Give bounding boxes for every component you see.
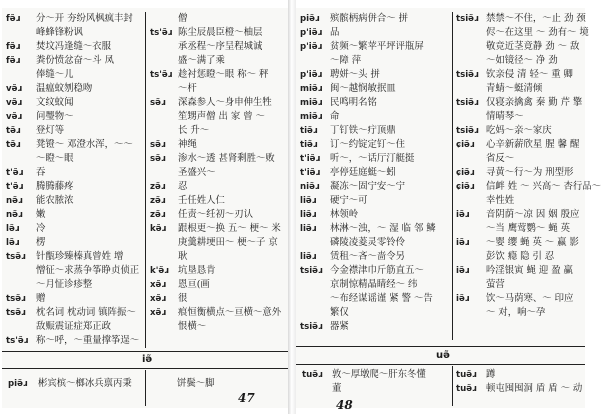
definition: 承丞程～序呈程城诚 [178,41,263,52]
definition: 很 [178,293,188,304]
dictionary-entry [300,26,450,40]
pronunciation: tsiə̃ɹ [456,126,479,136]
pronunciation: tə̃ɹ [6,140,21,150]
pronunciation: lə̃ɹ [6,224,20,234]
dictionary-entry [6,278,146,292]
dictionary-entry [456,236,584,250]
dictionary-entry [150,152,286,166]
definition: 音阴荫～凉 因 姻 殷应 [486,209,580,220]
dictionary-entry [150,166,286,180]
dictionary-entry [150,26,286,40]
definition: 聘姘～头 拼 [330,69,380,80]
pronunciation: zə̃ɹ [150,182,166,192]
dictionary-entry [150,264,286,278]
definition: 忍 [178,181,188,192]
pronunciation: p'iə̃ɹ [300,70,323,80]
column-divider [145,370,146,406]
definition: 幸性姓 [486,195,515,206]
column-divider [452,12,453,340]
pronunciation: miə̃ɹ [300,98,323,108]
definition: 闽～越悯敏抿皿 [330,83,396,94]
dictionary-entry [150,236,286,250]
dictionary-entry [456,292,584,306]
pronunciation: liə̃ɹ [300,210,317,220]
pronunciation: tsiə̃ɹ [456,98,479,108]
dictionary-entry [456,264,584,278]
definition: 文纹蚊闻 [36,97,74,108]
definition: 今金襟津巾斤筋直五～ [330,265,424,276]
definition: 俸缝～儿 [36,69,74,80]
pronunciation: tsə̃ɹ [6,308,26,318]
dictionary-entry [150,180,286,194]
dictionary-entry [300,208,450,222]
dictionary-entry [6,124,146,138]
dictionary-entry [300,236,450,250]
pronunciation: tiə̃ɹ [300,140,318,150]
dictionary-entry [150,138,286,152]
dictionary-entry [456,166,584,180]
pronunciation: tiə̃ɹ [300,126,318,136]
definition: 硬宁～可 [330,195,368,206]
dictionary-entry [150,278,286,292]
definition: 寻黄～行～为 刑型形 [486,167,574,178]
dictionary-entry [6,138,146,152]
dictionary-entry [300,292,450,306]
pronunciation: miə̃ɹ [300,84,323,94]
section-rule [296,346,585,347]
definition: 焚坟冯逢缝～衣服 [36,41,112,52]
definition: ～布经谋谣谨 紧 警 ～告 [330,293,433,304]
definition: 饼鬓～脚 [177,378,215,389]
definition: 饮～马荫寒、～ 印应 [486,293,574,304]
section-heading: iə̃ [142,354,153,365]
pronunciation: t'iə̃ɹ [300,154,321,164]
dictionary-entry [300,124,450,138]
definition: 殡髌柄病併合～ 拼 [330,13,408,24]
dictionary-entry [6,110,146,124]
dictionary-entry [456,68,584,82]
definition: 心辛新薪欣星 腥 馨 醒 [486,139,580,150]
left-page [2,8,288,408]
pronunciation: niə̃ɹ [300,182,320,192]
dictionary-entry [300,68,450,82]
definition: 针甑珍臻榛真曾姓 增 [36,251,124,262]
dictionary-entry [300,222,450,236]
dictionary-entry [150,68,286,82]
definition: 京制惊精晶睛经～ 纬 [330,279,418,290]
dictionary-entry [300,110,450,124]
pronunciation: liə̃ɹ [300,252,317,262]
pronunciation: ɕiə̃ɹ [456,168,475,178]
dictionary-entry [456,54,584,68]
pronunciation: tsiə̃ɹ [456,70,479,80]
dictionary-entry [6,40,146,54]
definition: 订～约锭定钉～住 [330,139,406,150]
definition: 笙甥声僧 出 家 曾 ～ [178,111,265,122]
pronunciation: iə̃ɹ [456,210,470,220]
bottom-entry [456,382,582,396]
dictionary-entry [300,250,450,264]
definition: 器紧 [330,321,349,332]
bottom-entry-continued [332,382,341,396]
pronunciation: iə̃ɹ [456,266,470,276]
dictionary-entry [150,208,286,222]
definition: 跟根更～换 五～ 梗～ 米 [178,223,281,234]
pronunciation: kə̃ɹ [150,224,167,234]
pronunciation: nə̃ɹ [6,196,23,206]
definition: 恩亘(画 [178,279,210,290]
page-number: 48 [336,398,353,412]
definition: 禁禁～不住，～止 劲 颈 [486,13,586,24]
dictionary-entry [6,68,146,82]
dictionary-entry [300,138,450,152]
definition: 盛～满了乘 [178,55,225,66]
pronunciation: tsiə̃ɹ [300,266,323,276]
dictionary-entry [300,306,450,320]
dictionary-entry [300,264,450,278]
right-page-column-2 [456,12,601,320]
definition: ～杆 [178,83,197,94]
bottom-entry [456,368,582,382]
definition: 磷陵凌菱灵零铃伶 [330,237,406,248]
dictionary-entry [6,82,146,96]
definition: 吞 [36,167,46,178]
pronunciation: iə̃ɹ [456,238,470,248]
pronunciation: t'ə̃ɹ [6,168,24,178]
definition: 亭停廷庭蜓～蚓 [330,167,396,178]
dictionary-entry [6,250,146,264]
section-heading: uə̃ [436,350,450,361]
definition: 陈尘辰晨臣橙～柚层 [178,27,263,38]
definition: ～ 对，响～孕 [486,307,546,318]
definition: 凝冻～固宁安～宁 [330,181,406,192]
section-rule [2,368,288,369]
definition: 林淋～浊，～ 湿 临 邻 鳞 [330,223,436,234]
definition: 耿 [178,251,188,262]
dictionary-entry [150,54,286,68]
definition: 仅寝亲擒禽 秦 勤 芹 擎 [486,97,583,108]
definition: 赁租～吝～啬令另 [330,251,406,262]
dictionary-entry [6,264,146,278]
definition: 钦亲侵 清 轻～ 重 卿 [486,69,573,80]
left-page-column-2 [150,12,286,334]
dictionary-entry [150,12,286,26]
definition: ～瞪～眼 [36,153,74,164]
definition: ～月怔诊疹整 [36,279,93,290]
definition: 痕恒衡横点～亘横～意外 [178,307,282,318]
dictionary-entry [6,152,146,166]
definition: 渗水～透 甚肾剩胜～败 [178,153,275,164]
pronunciation: tsiə̃ɹ [300,322,323,332]
dictionary-entry [6,54,146,68]
dictionary-entry [456,110,584,124]
definition: 壬任姓人仁 [178,195,225,206]
definition: 丁钉铁～疔顶鼎 [330,125,396,136]
definition: ～婴 缨 蝇 英 ～ 赢 影 [486,237,579,248]
dictionary-entry [150,250,286,264]
definition: 萤营 [486,279,505,290]
definition: ～如镜径～ 净 劲 [486,55,558,66]
definition: 枕名词 枕动词 镇阵振～ [36,307,136,318]
definition: 楞 [36,237,46,248]
definition: 省反～ [486,153,515,164]
definition: 董 [332,383,342,394]
dictionary-entry [150,292,286,306]
pronunciation: miə̃ɹ [300,112,323,122]
page-number: 47 [238,391,255,405]
definition: 能农脓浓 [36,195,74,206]
pronunciation: sə̃ɹ [150,140,166,150]
pronunciation: liə̃ɹ [300,224,317,234]
definition: 称～呼，～重量撑筝逞～ [36,335,140,346]
definition: 趁衬惩瞪～眼 称～ 秤 [178,69,269,80]
left-page-column-1 [6,12,146,348]
definition: 长 升～ [178,125,210,136]
dictionary-entry [456,124,584,138]
pronunciation: piə̃ɹ [300,14,320,24]
dictionary-entry [150,110,286,124]
dictionary-entry [300,54,450,68]
dictionary-entry [300,180,450,194]
dictionary-entry [150,40,286,54]
dictionary-entry [300,82,450,96]
dictionary-entry [6,96,146,110]
dictionary-entry [150,124,286,138]
definition: 顿屯囤囤洞 盾 盾 ～ 动 [486,383,583,394]
dictionary-entry [6,236,146,250]
dictionary-entry [150,222,286,236]
pronunciation: zə̃ɹ [150,196,166,206]
right-page [296,8,601,412]
dictionary-entry [456,138,584,152]
dictionary-entry [6,292,146,306]
definition: 嫩 [36,209,46,220]
definition: 敬竞近茎竟静 劲 ～ 敌 [486,41,580,52]
definition: 听～，～话厅汀艇挺 [330,153,415,164]
definition: 敦～厚墩爬～肝东冬懂 [332,369,426,380]
pronunciation: ts'ə̃ɹ [150,70,173,80]
bottom-entry [8,377,138,391]
definition: 侭～在这里 ～ 劲有～ 境 [486,27,589,38]
dictionary-entry [6,166,146,180]
dictionary-entry [456,152,584,166]
pronunciation: ɕiə̃ɹ [456,182,475,192]
pronunciation: ts'ə̃ɹ [150,28,173,38]
definition: 敌赈震证症郑正政 [36,321,112,332]
definition: 信衅 姓 ～ 兴高～ 杏行品～ [486,181,601,192]
pronunciation: və̃ɹ [6,112,23,122]
dictionary-entry [6,180,146,194]
pronunciation: p'iə̃ɹ [300,42,323,52]
pronunciation: tsə̃ɹ [6,294,26,304]
definition: 深森参人～身申伸生牲 [178,97,272,108]
definition: 分～开 夯纷风枫疯丰封 [36,13,133,24]
definition: 憎征～求蒸争筝睁贞侦正 [36,265,140,276]
pronunciation: tsiə̃ɹ [456,14,479,24]
definition: 凳镫～ 邓澄水浑，～～ [36,139,133,150]
definition: 冷 [36,223,46,234]
dictionary-entry [300,40,450,54]
pronunciation: zə̃ɹ [150,210,166,220]
dictionary-entry [456,96,584,110]
pronunciation: sə̃ɹ [150,98,166,108]
definition: 庚羹耕埂田～ 梗～子 京 [178,237,278,248]
definition: 彭饮 瘾 隐 引 忍 [486,251,555,262]
dictionary-entry [300,320,450,334]
pronunciation: xə̃ɹ [150,280,166,290]
pronunciation: sə̃ɹ [150,154,166,164]
definition: ～障 萍 [330,55,362,66]
dictionary-entry [6,208,146,222]
pronunciation: və̃ɹ [6,84,23,94]
definition: 神绳 [178,139,197,150]
pronunciation: və̃ɹ [6,98,23,108]
column-divider [145,12,146,348]
pronunciation: lə̃ɹ [6,238,20,248]
dictionary-entry [6,194,146,208]
dictionary-entry [6,222,146,236]
pronunciation: k'ə̃ɹ [150,266,169,276]
pronunciation: nə̃ɹ [6,210,23,220]
definition: 坑垦恳肯 [178,265,216,276]
dictionary-entry [456,180,601,194]
dictionary-entry [150,320,286,334]
definition: 腾腾藤疼 [36,181,74,192]
bottom-entry [302,368,452,382]
dictionary-entry [150,194,286,208]
definition: 僧 [178,13,188,24]
dictionary-entry [456,222,584,236]
definition: 粪份愤忿奋～斗 凤 [36,55,114,66]
definition: 吃妈～亲～家庆 [486,125,552,136]
definition: 民鸣明名铭 [330,97,377,108]
pronunciation: liə̃ɹ [300,196,317,206]
definition: 命 [330,111,340,122]
pronunciation: xə̃ɹ [150,308,166,318]
section-rule [296,364,585,365]
definition: 登灯等 [36,125,65,136]
column-divider [452,366,453,406]
dictionary-entry [6,320,146,334]
definition: 温瘟蚊刎稳吻 [36,83,93,94]
definition: 恨横～ [178,321,207,332]
pronunciation: ɕiə̃ɹ [456,140,475,150]
definition: 贫频～繁苹平坪评瓶屏 [330,41,424,52]
section-rule [2,351,288,352]
pronunciation: fə̃ɹ [6,42,21,52]
definition: 品 [330,27,340,38]
dictionary-entry [456,82,584,96]
pronunciation: tə̃ɹ [6,126,21,136]
pronunciation: t'ə̃ɹ [6,182,24,192]
dictionary-entry [150,96,286,110]
dictionary-entry [456,250,584,264]
definition: ～当 鹰莺鹦～ 蝇 英 [486,223,570,234]
right-page-column-1 [300,12,450,334]
pronunciation: fə̃ɹ [6,14,21,24]
definition: 圣盛兴～ [178,167,216,178]
definition: 蹲 [486,369,496,380]
dictionary-entry [456,278,584,292]
definition: 峰蜂锋粉讽 [36,27,83,38]
dictionary-entry [300,12,450,26]
dictionary-entry [456,194,584,208]
dictionary-entry [150,306,286,320]
pronunciation: tuə̃ɹ [302,370,323,380]
dictionary-entry [6,26,146,40]
pronunciation: piə̃ɹ [8,379,28,389]
definition: 繁仅 [330,307,349,318]
dictionary-entry [300,278,450,292]
dictionary-entry [456,208,584,222]
pronunciation: ts'ə̃ɹ [6,336,29,346]
book-gutter [288,0,296,414]
definition: 林领岭 [330,209,359,220]
dictionary-entry [6,334,146,348]
dictionary-entry [6,12,146,26]
pronunciation: t'iə̃ɹ [300,168,321,178]
dictionary-entry [150,82,286,96]
dictionary-entry [300,166,450,180]
dictionary-entry [300,194,450,208]
definition: 问璺物～ [36,111,74,122]
dictionary-entry [456,26,589,40]
pronunciation: xə̃ɹ [150,294,166,304]
dictionary-entry [300,152,450,166]
definition: 赠 [36,293,46,304]
pronunciation: tuə̃ɹ [456,384,477,394]
pronunciation: tsə̃ɹ [6,252,26,262]
dictionary-entry [456,306,584,320]
dictionary-entry [456,40,584,54]
pronunciation: tuə̃ɹ [456,370,477,380]
dictionary-entry [456,12,584,26]
definition: 情晴琴～ [486,111,524,122]
bottom-entry [177,377,215,391]
dictionary-entry [300,96,450,110]
pronunciation: iə̃ɹ [456,294,470,304]
dictionary-entry [6,306,146,320]
definition: 彬宾槟～榔冰兵禀丙秉 [38,378,132,389]
definition: 任责～纴初～刃认 [178,209,254,220]
definition: 青蜻～蜓清倾 [486,83,543,94]
pronunciation: p'iə̃ɹ [300,28,323,38]
definition: 吟淫银寅 蝇 迎 盈 赢 [486,265,573,276]
pronunciation: fə̃ɹ [6,56,21,66]
